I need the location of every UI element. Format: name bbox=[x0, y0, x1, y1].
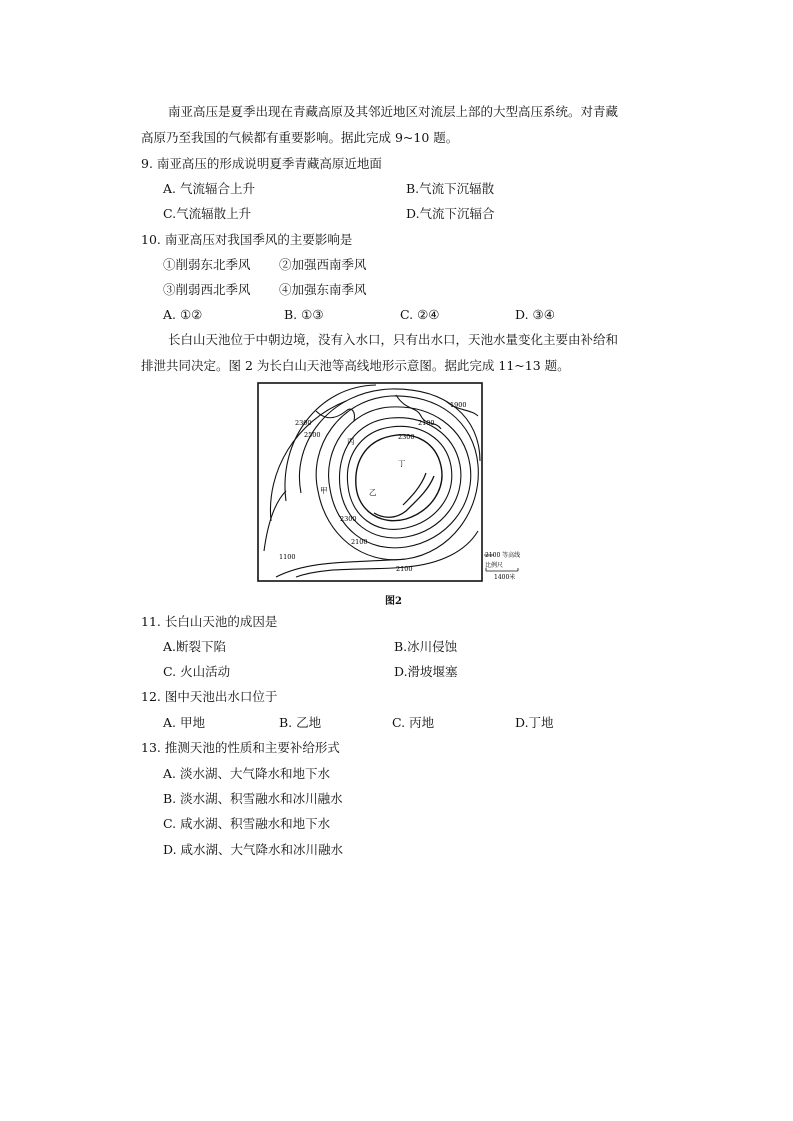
q9-option-c: C.气流辐散上升 bbox=[163, 206, 252, 221]
intro1-line2: 高原乃至我国的气候都有重要影响。据此完成 9~10 题。 bbox=[141, 130, 459, 145]
label-2500: 2500 bbox=[304, 431, 321, 439]
label-yi: 乙 bbox=[369, 488, 377, 497]
intro1-line1: 南亚高压是夏季出现在青藏高原及其邻近地区对流层上部的大型高压系统。对青藏 bbox=[168, 104, 619, 119]
intro2-line1: 长白山天池位于中朝边境，没有入水口，只有出水口，天池水量变化主要由补给和 bbox=[168, 332, 619, 347]
q12-option-c: C. 丙地 bbox=[392, 715, 435, 730]
q11-option-d: D.滑坡堰塞 bbox=[394, 664, 458, 679]
q13-option-a: A. 淡水湖、大气降水和地下水 bbox=[163, 766, 330, 781]
label-2300-c: 2300 bbox=[340, 515, 357, 523]
q12-option-b: B. 乙地 bbox=[279, 715, 322, 730]
q10-statement-4: ④加强东南季风 bbox=[279, 282, 367, 297]
q10-stem: 10. 南亚高压对我国季风的主要影响是 bbox=[141, 232, 353, 247]
q10-option-b: B. ①③ bbox=[284, 307, 324, 322]
q10-statement-1: ①削弱东北季风 bbox=[163, 257, 251, 272]
q12-stem: 12. 图中天池出水口位于 bbox=[141, 689, 278, 704]
q12-option-d: D.丁地 bbox=[515, 715, 554, 730]
label-2300-a: 2300 bbox=[295, 419, 312, 427]
map-frame bbox=[258, 383, 482, 581]
figure-caption: 图2 bbox=[385, 596, 402, 607]
q10-option-a: A. ①② bbox=[163, 307, 203, 322]
label-2300-b: 2300 bbox=[398, 433, 415, 441]
intro2-line2: 排泄共同决定。图 2 为长白山天池等高线地形示意图。据此完成 11~13 题。 bbox=[141, 358, 570, 373]
q9-stem: 9. 南亚高压的形成说明夏季青藏高原近地面 bbox=[141, 156, 382, 171]
q10-option-c: C. ②④ bbox=[400, 307, 440, 322]
label-2100-b: 2100 bbox=[351, 538, 368, 546]
label-1100: 1100 bbox=[279, 553, 296, 561]
q13-option-d: D. 咸水湖、大气降水和冰川融水 bbox=[163, 842, 344, 857]
legend-contour-label: 2100 等高线 bbox=[485, 552, 521, 559]
label-2100-a: 2100 bbox=[418, 419, 435, 427]
label-2100-c: 2100 bbox=[396, 565, 413, 573]
q13-stem: 13. 推测天池的性质和主要补给形式 bbox=[141, 740, 340, 755]
contour-map bbox=[256, 381, 546, 586]
q9-option-a: A. 气流辐合上升 bbox=[163, 181, 255, 196]
q9-option-b: B.气流下沉辐散 bbox=[406, 181, 495, 196]
q9-option-d: D.气流下沉辐合 bbox=[406, 206, 495, 221]
q10-statement-3: ③削弱西北季风 bbox=[163, 282, 251, 297]
q13-option-b: B. 淡水湖、积雪融水和冰川融水 bbox=[163, 791, 343, 806]
q11-option-b: B.冰川侵蚀 bbox=[394, 639, 458, 654]
q11-option-a: A.断裂下陷 bbox=[163, 639, 227, 654]
legend-distance: 1400米 bbox=[494, 574, 516, 581]
q11-stem: 11. 长白山天池的成因是 bbox=[141, 614, 278, 629]
q13-option-c: C. 咸水湖、积雪融水和地下水 bbox=[163, 816, 331, 831]
label-1900: 1900 bbox=[450, 401, 467, 409]
q10-statement-2: ②加强西南季风 bbox=[279, 257, 367, 272]
legend-scale-label: 比例尺 bbox=[485, 562, 504, 569]
label-ding: 丁 bbox=[398, 459, 406, 468]
q12-option-a: A. 甲地 bbox=[163, 715, 205, 730]
q10-option-d: D. ③④ bbox=[515, 307, 555, 322]
q11-option-c: C. 火山活动 bbox=[163, 664, 231, 679]
label-jia: 甲 bbox=[320, 486, 328, 495]
label-bing: 丙 bbox=[347, 437, 355, 446]
